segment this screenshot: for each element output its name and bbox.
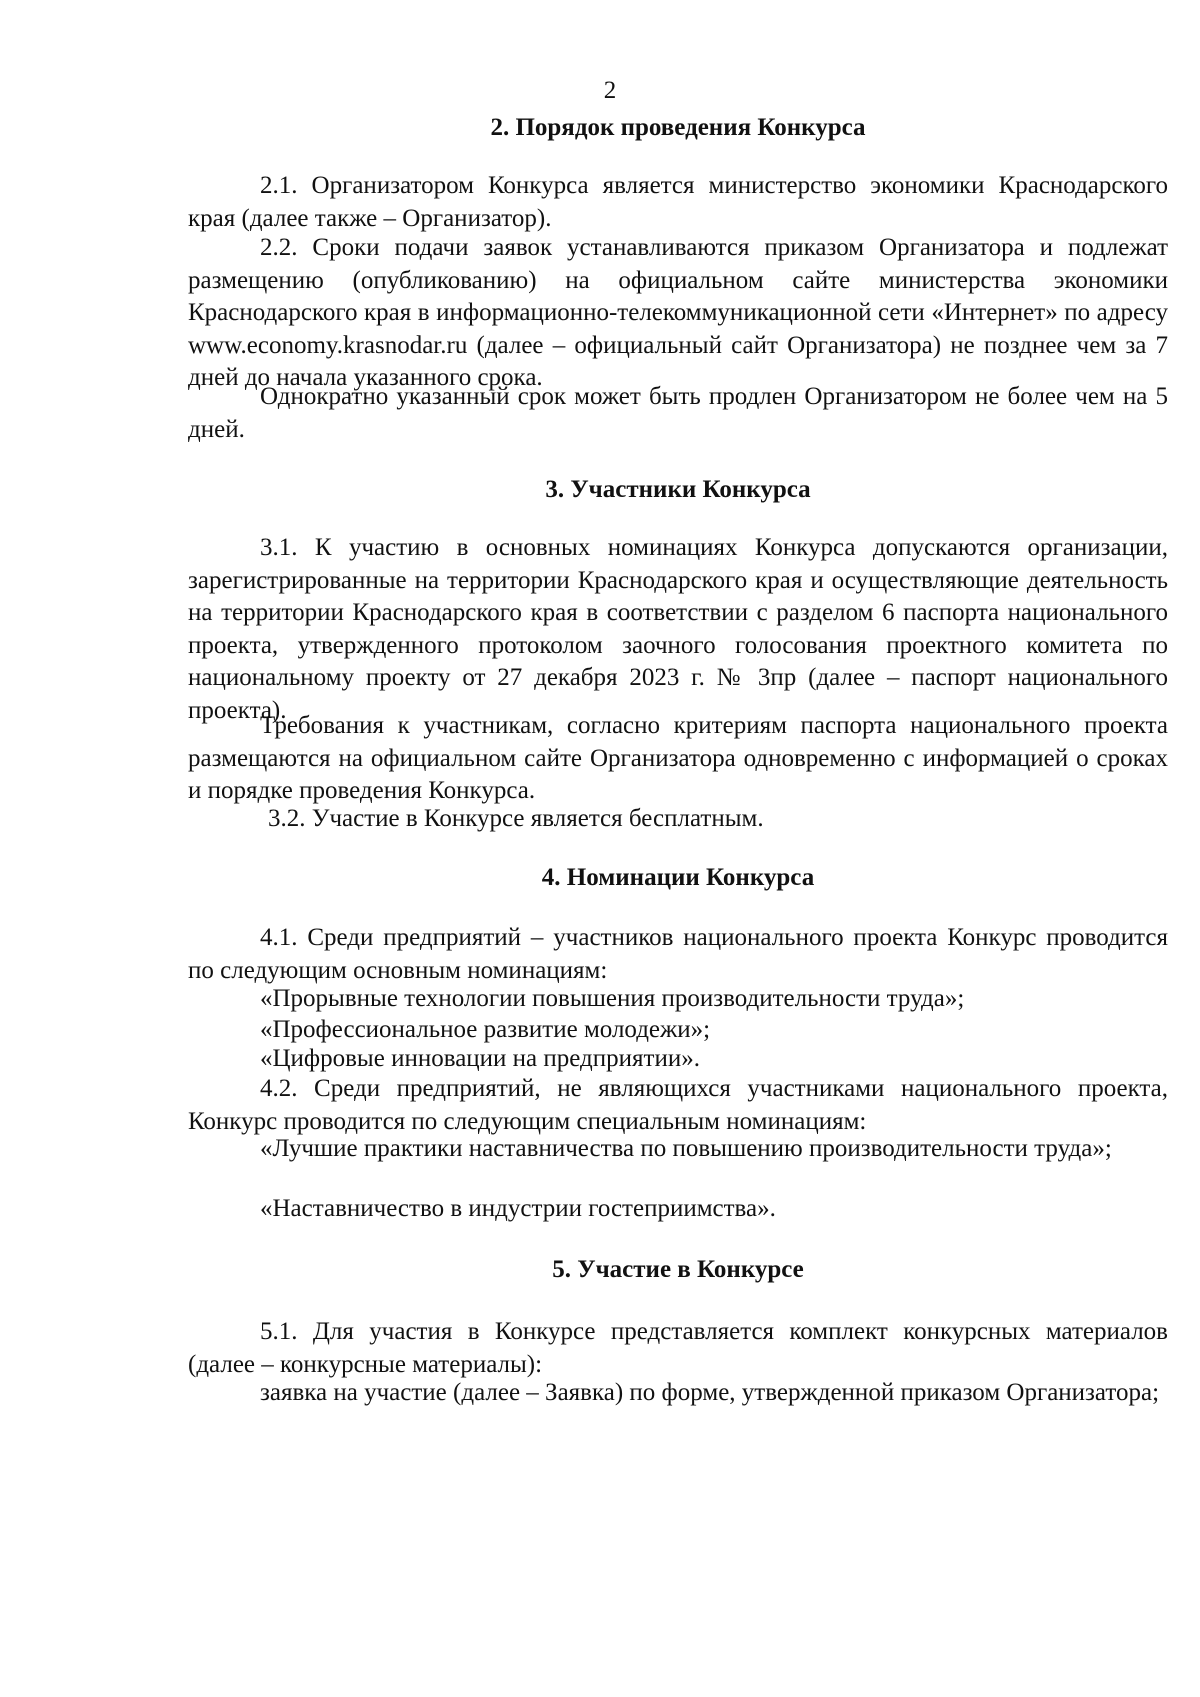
paragraph-5-1: 5.1. Для участия в Конкурсе представляется комплект конкурсных материалов (далее – конкурсные материалы): [188,1318,1168,1378]
paragraph-3-2: 3.2. Участие в Конкурсе является бесплатным. [268,805,764,832]
paragraph-4-2: 4.2. Среди предприятий, не являющихся участниками национального проекта, Конкурс проводится по следующим специальным номинациям: [188,1075,1168,1135]
nomination-item-2: «Профессиональное развитие молодежи»; [260,1016,711,1043]
page-number: 2 [603,77,617,104]
paragraph-3-1: 3.1. К участию в основных номинациях Конкурса допускаются организации, зарегистрированные на территории Краснодарского края и осуществляющие деятельность на территории Краснодарского края в соответствии с разделом 6 паспорта национального проекта, утвержденного протоколом заочного голосования проектного комитета по национальному проекту от 27 декабря 2023 г. № 3пр (далее – паспорт национального проекта). [188,534,1168,724]
paragraph-2-1: 2.1. Организатором Конкурса является министерство экономики Краснодарского края (далее также – Организатор). [188,172,1168,232]
nomination-item-1: «Прорывные технологии повышения производительности труда»; [260,985,965,1012]
section-4-heading: 4. Номинации Конкурса [541,864,815,891]
section-2-heading: 2. Порядок проведения Конкурса [490,114,866,141]
section-5-heading: 5. Участие в Конкурсе [552,1256,804,1283]
special-nomination-item-1: «Лучшие практики наставничества по повышению производительности труда»; [260,1135,1112,1162]
paragraph-2-3: Однократно указанный срок может быть продлен Организатором не более чем на 5 дней. [188,383,1168,443]
special-nomination-item-2: «Наставничество в индустрии гостеприимства». [260,1195,776,1222]
section-3-heading: 3. Участники Конкурса [545,476,811,503]
paragraph-5-1-application: заявка на участие (далее – Заявка) по форме, утвержденной приказом Организатора; [260,1379,1160,1406]
nomination-item-3: «Цифровые инновации на предприятии». [260,1045,700,1072]
paragraph-2-2: 2.2. Сроки подачи заявок устанавливаются приказом Организатора и подлежат размещению (опубликованию) на официальном сайте министерства экономики Краснодарского края в информационно-телекоммуникационной сети «Интернет» по адресу www.economy.krasnodar.ru (далее – официальный сайт Организатора) не позднее чем за 7 дней до начала указанного срока. [188,234,1168,391]
paragraph-3-1-requirements: Требования к участникам, согласно критериям паспорта национального проекта размещаются на официальном сайте Организатора одновременно с информацией о сроках и порядке проведения Конкурса. [188,712,1168,804]
paragraph-4-1: 4.1. Среди предприятий – участников национального проекта Конкурс проводится по следующим основным номинациям: [188,924,1168,984]
